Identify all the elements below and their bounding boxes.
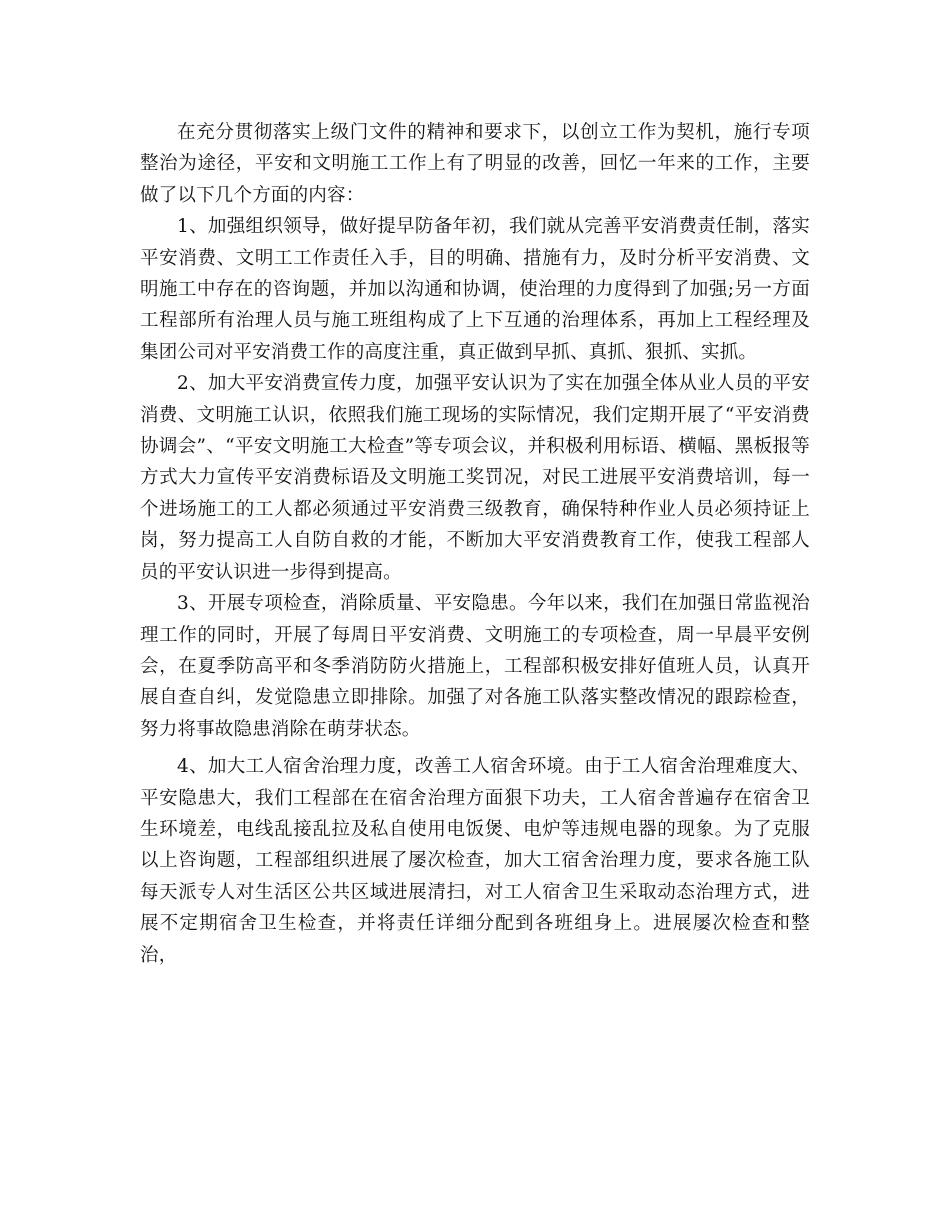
paragraph-3-inspection: 3、开展专项检查，消除质量、平安隐患。今年以来，我们在加强日常监视治理工作的同时，开展了每周日平安消费、文明施工的专项检查，周一早晨平安例会，在夏季防高平和冬季消防防火措施上，工程部积极安排好值班人员，认真开展自查自纠，发觉隐患立即排除。加强了对各施工队落实整改情况的跟踪检查，努力将事故隐患消除在萌芽状态。: [140, 593, 810, 740]
document-body: [140, 117, 810, 971]
paragraph-4-dormitory: 4、加大工人宿舍治理力度，改善工人宿舍环境。由于工人宿舍治理难度大、平安隐患大，我们工程部在在宿舍治理方面狠下功夫，工人宿舍普遍存在宿舍卫生环境差，电线乱接乱拉及私自使用电饭煲、电炉等违规电器的现象。为了克服以上咨询题，工程部组织进展了屡次检查，加大工宿舍治理力度，要求各施工队每天派专人对生活区公共区域进展清扫，对工人宿舍卫生采取动态治理方式，进展不定期宿舍卫生检查，并将责任详细分配到各班组身上。进展屡次检查和整治，: [140, 756, 810, 966]
paragraph-intro: 在充分贯彻落实上级门文件的精神和要求下，以创立工作为契机，施行专项整治为途径，平安和文明施工工作上有了明显的改善，回忆一年来的工作，主要做了以下几个方面的内容：: [140, 122, 810, 206]
paragraph-1-organization: 1、加强组织领导，做好提早防备年初，我们就从完善平安消费责任制，落实平安消费、文明工工作责任入手，目的明确、措施有力，及时分析平安消费、文明施工中存在的咨询题，并加以沟通和协调，使治理的力度得到了加强;另一方面工程部所有治理人员与施工班组构成了上下互通的治理体系，再加上工程经理及集团公司对平安消费工作的高度注重，真正做到早抓、真抓、狠抓、实抓。: [140, 216, 810, 363]
paragraph-2-publicity: 2、加大平安消费宣传力度，加强平安认识为了实在加强全体从业人员的平安消费、文明施工认识，依照我们施工现场的实际情况，我们定期开展了“平安消费协调会”、“平安文明施工大检查”等专项会议，并积极利用标语、横幅、黑板报等方式大力宣传平安消费标语及文明施工奖罚况，对民工进展平安消费培训，每一个进场施工的工人都必须通过平安消费三级教育，确保特种作业人员必须持证上岗，努力提高工人自防自救的才能，不断加大平安消费教育工作，使我工程部人员的平安认识进一步得到提高。: [140, 373, 810, 583]
